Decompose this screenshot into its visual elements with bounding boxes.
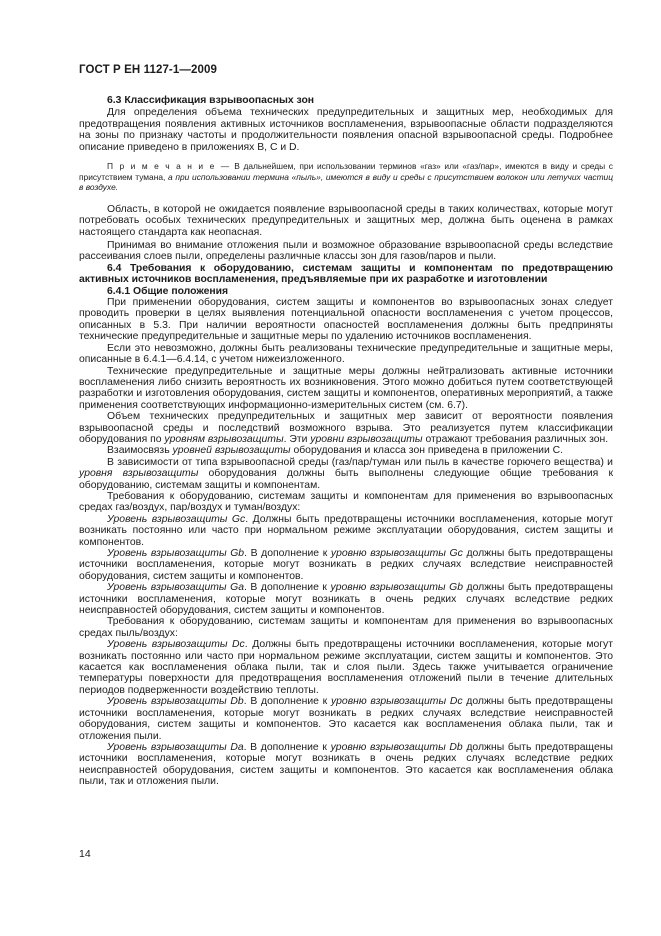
text-run: . В дополнение к xyxy=(243,582,331,594)
emphasis: уровней взрывозащиты xyxy=(172,445,291,457)
paragraph xyxy=(79,411,613,445)
document-header: ГОСТ Р ЕН 1127-1—2009 xyxy=(79,64,217,76)
text-run: Объем технических предупредительных и защитных мер зависит от вероятности появления взрывоопасной среды и последствий возможного взрыва. Это реализуется путем классификации оборудования по xyxy=(79,411,613,445)
paragraph: При применении оборудования, систем защиты и компонентов во взрывоопасных зонах следует проводить проверки в целях выявления потенциальной опасности воспламенения с учетом процессов, описанных в 5.3. При наличии вероятности опасностей воспламенения должны быть предприняты технические предупредительные и защитные меры по удалению источников воспламенения. xyxy=(79,297,613,343)
paragraph: Технические предупредительные и защитные меры должны нейтрализовать активные источники воспламенения либо снизить вероятность их возникновения. Этого можно добиться путем соответствующей разработки и изготовления оборудования, систем защиты и компонентов, оперативных мероприятий, а также применения соответствующих информационно-измерительных систем (см. 6.7). xyxy=(79,365,613,411)
emphasis: уровню взрывозащиты Gb xyxy=(330,582,463,594)
emphasis: Уровень взрывозащиты Da xyxy=(107,741,244,753)
text-run: . В дополнение к xyxy=(243,696,331,708)
text-run: В зависимости от типа взрывоопасной среды (газ/пар/туман или пыль в качестве горючего вещества) и xyxy=(107,456,613,468)
text-run: должны быть предотвращены источники воспламенения, которые могут возникать в очень редких случаях вследствие редких неисправностей оборудования, систем защиты и компонентов. xyxy=(79,582,613,617)
paragraph-level-gb xyxy=(79,548,613,582)
emphasis: уровню взрывозащиты Gc xyxy=(330,548,463,559)
section-heading-6-4: 6.4 Требования к оборудованию, системам защиты и компонентам по предотвращению активных источников воспламенения, предъявляемые при их разработке и изготовлении xyxy=(79,262,613,286)
section-heading-6-3: 6.3 Классификация взрывоопасных зон xyxy=(107,95,315,106)
document-body xyxy=(79,95,613,788)
emphasis: Уровень взрывозащиты Dc xyxy=(107,639,245,651)
paragraph-level-dc xyxy=(79,639,613,696)
text-run: . Должны быть предотвращены источники воспламенения, которые могут возникать постоянно или часто при нормальном режиме эксплуатации, систем защиты и компонентов. Это касается как воспламенения облака пыли, так и слоя пыли. Здесь также учитывается ограничение температуры поверхности для предотвращения воспламенения отложений пыли в течение длительных периодов подверженности воздействию теплоты. xyxy=(79,639,613,696)
paragraph: Принимая во внимание отложения пыли и возможное образование взрывоопасной среды вследствие рассеивания слоев пыли, определены различные классы зон для газов/паров и пыли. xyxy=(79,240,613,263)
text-run: . Должны быть предотвращены источники воспламенения, которые могут возникать постоянно или часто при нормальном режиме эксплуатации оборудования, систем защиты и компонентов. xyxy=(79,513,613,548)
emphasis: Уровень взрывозащиты Ga xyxy=(107,582,244,594)
text-run: . В дополнение к xyxy=(244,548,331,559)
text-run: отражают требования различных зон. xyxy=(422,433,609,445)
page-number: 14 xyxy=(79,848,91,860)
text-run: должны быть предотвращены источники воспламенения, которые могут возникать в редких случаях вследствие неисправностей оборудования, систем защиты и компонентов. xyxy=(79,548,613,582)
paragraph: Для определения объема технических предупредительных и защитных мер, необходимых для предотвращения появления активных источников воспламенения, взрывоопасные области подразделяются на зоны по признаку частоты и продолжительности появления опасной взрывоопасной среды. Подробнее описание приведено в приложениях В, С и D. xyxy=(79,107,613,153)
note-label: П р и м е ч а н и е — xyxy=(107,161,231,172)
text-run: оборудования и класса зон приведена в приложении С. xyxy=(290,445,564,457)
text-run: оборудования должны быть выполнены следующие общие требования к оборудованию, системам защиты и компонентам. xyxy=(79,468,613,491)
emphasis: Уровень взрывозащиты Gb xyxy=(107,548,245,559)
emphasis: уровню взрывозащиты Dc xyxy=(330,696,463,708)
paragraph-level-db xyxy=(79,696,613,742)
paragraph xyxy=(79,457,613,491)
emphasis: Уровень взрывозащиты Db xyxy=(107,696,244,708)
note xyxy=(79,161,613,193)
paragraph: Если это невозможно, должны быть реализованы технические предупредительные и защитные меры, описанные в 6.4.1—6.4.14, с учетом нижеизложенного. xyxy=(79,342,613,366)
emphasis: уровню взрывозащиты Db xyxy=(330,741,463,753)
subsection-heading-6-4-1: 6.4.1 Общие положения xyxy=(107,285,229,297)
paragraph-level-ga xyxy=(79,582,613,616)
text-run: . В дополнение к xyxy=(243,741,331,753)
text-run: должны быть предотвращены источники воспламенения, которые могут возникать в очень редких случаях вследствие редких неисправностей оборудования, систем защиты и компонентов. Это касается как воспламенения облака пыли, так и отложения пыли. xyxy=(79,741,613,788)
note-text-italic: а при использовании термина «пыль», имеются в виду и среды с присутствием волокон или летучих частиц в воздухе. xyxy=(79,171,614,193)
emphasis: уровни взрывозащиты xyxy=(310,433,423,445)
paragraph: Область, в которой не ожидается появление взрывоопасной среды в таких количествах, которые могут потребовать особых технических предупредительных и защитных мер, должна быть оценена в рамках настоящего стандарта как неопасная. xyxy=(79,203,613,238)
text-run: Взаимосвязь xyxy=(107,445,173,457)
paragraph: Требования к оборудованию, системам защиты и компонентам для применения во взрывоопасных средах пыль/воздух: xyxy=(79,616,613,639)
paragraph-level-gc xyxy=(79,514,613,548)
paragraph: Требования к оборудованию, системам защиты и компонентам для применения во взрывоопасных средах газ/воздух, пар/воздух и туман/воздух: xyxy=(79,490,613,514)
emphasis: уровням взрывозащиты xyxy=(164,433,284,445)
paragraph xyxy=(79,445,613,456)
text-run: . Эти xyxy=(283,433,311,445)
emphasis: уровня взрывозащиты xyxy=(79,468,199,480)
paragraph-level-da xyxy=(79,742,613,788)
emphasis: Уровень взрывозащиты Gc xyxy=(107,513,246,525)
text-run: должны быть предотвращены источники воспламенения, которые могут возникать в редких случаях вследствие неисправностей оборудования, систем защиты и компонентов. Это касается как воспламенения облака пыли, так и отложения пыли. xyxy=(79,696,613,742)
note-text: В дальнейшем, при использовании терминов «газ» или «газ/пар», имеются в виду и среды с присутствием тумана, xyxy=(79,161,613,182)
